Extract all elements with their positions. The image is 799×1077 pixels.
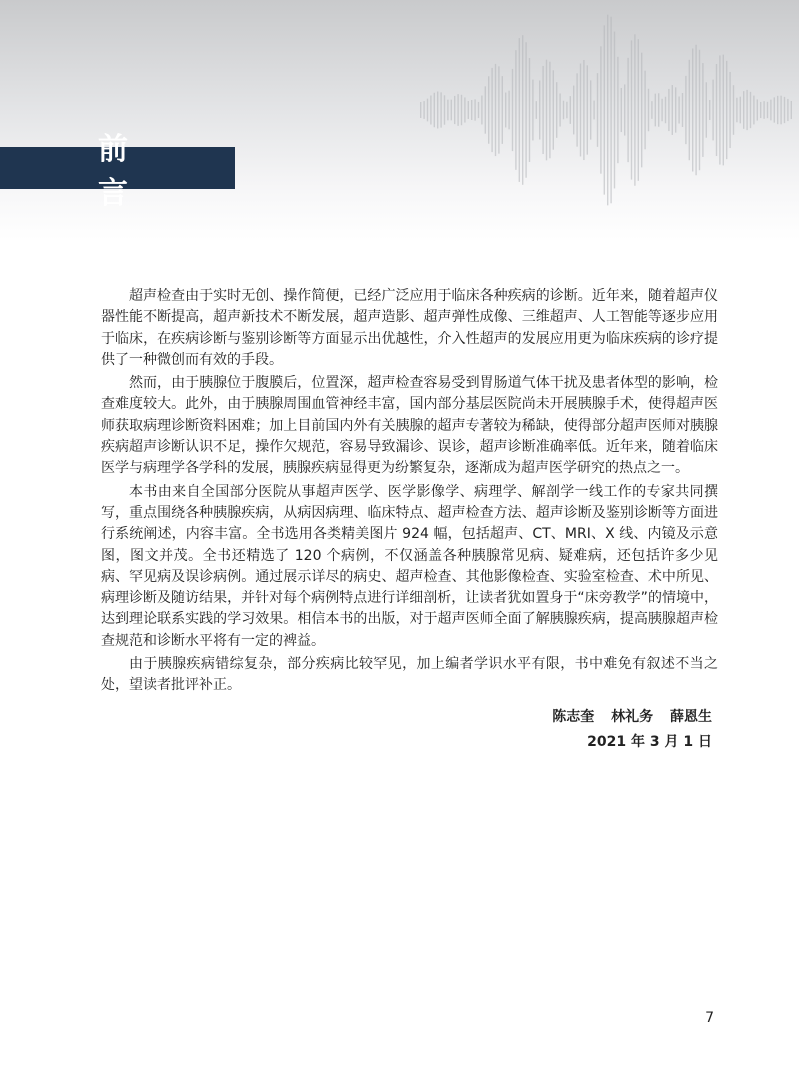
- wave-bar: [651, 101, 652, 119]
- wave-bar: [787, 99, 788, 121]
- wave-bar: [784, 97, 785, 123]
- wave-bar: [648, 89, 649, 132]
- wave-bar: [420, 102, 421, 118]
- wave-bar: [743, 91, 744, 129]
- wave-bar: [757, 99, 758, 120]
- wave-bar: [740, 97, 741, 124]
- wave-bar: [576, 73, 577, 146]
- wave-bar: [685, 76, 686, 144]
- wave-bar: [559, 93, 560, 126]
- wave-bar: [488, 76, 489, 143]
- wave-bar: [539, 80, 540, 139]
- wave-bar: [498, 66, 499, 153]
- wave-bar: [763, 101, 764, 119]
- wave-bar: [678, 96, 679, 123]
- preface-date: 2021 年 3 月 1 日: [587, 734, 712, 750]
- wave-bar: [542, 66, 543, 154]
- wave-bar: [464, 97, 465, 122]
- wave-bar: [644, 71, 645, 150]
- wave-bar: [658, 93, 659, 126]
- wave-bar: [434, 93, 435, 127]
- wave-bar: [634, 34, 635, 185]
- wave-bar: [423, 101, 424, 119]
- wave-bar: [723, 55, 724, 166]
- wave-bar: [447, 100, 448, 121]
- wave-bar: [580, 64, 581, 157]
- wave-bar: [440, 92, 441, 127]
- wave-bar: [468, 101, 469, 119]
- wave-bar: [481, 96, 482, 125]
- wave-bar: [791, 101, 792, 119]
- wave-bar: [617, 57, 618, 163]
- wave-bar: [607, 15, 608, 206]
- wave-bar: [753, 96, 754, 125]
- title-bar: [0, 132, 235, 211]
- wave-bar: [556, 82, 557, 138]
- wave-bar: [587, 65, 588, 154]
- wave-bar: [570, 96, 571, 124]
- wave-bar: [716, 64, 717, 156]
- wave-bar: [451, 100, 452, 121]
- wave-bar: [546, 60, 547, 161]
- wave-bar: [444, 95, 445, 124]
- wave-bar: [709, 100, 710, 120]
- wave-bar: [485, 86, 486, 133]
- wave-bar: [631, 40, 632, 179]
- wave-bar: [593, 101, 594, 120]
- wave-bar: [689, 60, 690, 160]
- wave-bar: [566, 102, 567, 119]
- paragraph-1: 超声检查由于实时无创、操作简便，已经广泛应用于临床各种疾病的诊断。近年来，随着超声仪器性能不断提高，超声新技术不断发展，超声造影、超声弹性成像、三维超声、人工智能等逐步应用于临床，在疾病诊断与鉴别诊断等方面显示出优越性，介入性超声的发展应用更为临床疾病的诊疗提供了一种微创而有效的手段。: [101, 288, 718, 368]
- wave-bar: [600, 46, 601, 173]
- wave-bar: [655, 94, 656, 127]
- wave-bar: [668, 89, 669, 131]
- wave-bar: [641, 53, 642, 168]
- wave-bar: [505, 93, 506, 128]
- wave-bar: [774, 97, 775, 122]
- wave-bar: [532, 80, 533, 141]
- wave-bar: [525, 42, 526, 178]
- wave-bar: [522, 35, 523, 185]
- wave-bar: [519, 38, 520, 182]
- page-number: 7: [705, 1010, 714, 1026]
- wave-bar: [770, 100, 771, 121]
- wave-bar: [471, 100, 472, 120]
- wave-bar: [430, 95, 431, 124]
- wave-bar: [736, 98, 737, 123]
- wave-bar: [780, 96, 781, 125]
- wave-bar: [699, 50, 700, 170]
- paragraph-2: 然而，由于胰腺位于腹膜后，位置深，超声检查容易受到胃肠道气体干扰及患者体型的影响，检查难度较大。此外，由于胰腺周围血管神经丰富，国内部分基层医院尚未开展胰腺手术，使得超声医师获取病理诊断资料困难；加上目前国内外有关胰腺的超声专著较为稀缺，使得部分超声医师对胰腺疾病超声诊断认识不足，操作欠规范，容易导致漏诊、误诊，超声诊断准确率低。近年来，随着临床医学与病理学各学科的发展，胰腺疾病显得更为纷繁复杂，逐渐成为超声医学研究的热点之一。: [101, 375, 718, 477]
- wave-bar: [777, 96, 778, 124]
- wave-bar: [610, 17, 611, 204]
- wave-bar: [474, 99, 475, 120]
- wave-bar: [733, 85, 734, 135]
- wave-bar: [512, 69, 513, 151]
- wave-bar: [549, 62, 550, 159]
- wave-bar: [461, 95, 462, 125]
- wave-bar: [675, 87, 676, 132]
- wave-bar: [750, 92, 751, 128]
- page-title: 前 言: [98, 132, 152, 211]
- wave-bar: [427, 99, 428, 122]
- wave-bar: [614, 32, 615, 189]
- wave-bar: [627, 58, 628, 162]
- paragraph-3: 本书由来自全国部分医院从事超声医学、医学影像学、病理学、解剖学一线工作的专家共同撰写，重点围绕各种胰腺疾病，从病因病理、临床特点、超声检查方法、超声诊断及鉴别诊断等方面进行系统阐述，内容丰富。全书选用各类精美图片 924 幅，包括超声、CT、MRI、X 线、内镜及示意图，图文并茂。全书还精选了 120 个病例，不仅涵盖各种胰腺常见病、疑难病，还包括许多少见病、罕见病及误诊病例。通过展示详尽的病史、超声检查、其他影像检查、实验室检查、术中所见、病理诊断及随访结果，并针对每个病例特点进行详细剖析，让读者犹如置身于“床旁教学”的情境中，达到理论联系实践的学习效果。相信本书的出版，对于超声医师全面了解胰腺疾病，提高胰腺超声检查规范和诊断水平将有一定的裨益。: [101, 483, 718, 649]
- wave-bar: [597, 73, 598, 147]
- paragraph-4: 由于胰腺疾病错综复杂，部分疾病比较罕见，加上编者学识水平有限，书中难免有叙述不当之处，望读者批评补正。: [101, 656, 718, 694]
- wave-bar: [621, 88, 622, 132]
- wave-bar: [638, 39, 639, 181]
- wave-bar: [495, 64, 496, 156]
- wave-bar: [682, 93, 683, 127]
- wave-bar: [491, 68, 492, 152]
- wave-bar: [553, 70, 554, 149]
- wave-bar: [457, 94, 458, 126]
- wave-bar: [672, 85, 673, 135]
- wave-bar: [454, 96, 455, 124]
- wave-bar: [665, 97, 666, 123]
- preface-body: [101, 286, 718, 699]
- wave-bar: [661, 99, 662, 121]
- wave-bar: [726, 61, 727, 159]
- wave-bar: [692, 48, 693, 171]
- wave-bar: [760, 102, 761, 118]
- wave-bar: [702, 63, 703, 157]
- wave-bar: [746, 90, 747, 130]
- wave-bar: [583, 60, 584, 160]
- wave-bar: [536, 101, 537, 119]
- wave-bar: [767, 102, 768, 118]
- wave-bar: [478, 102, 479, 118]
- wave-bar: [515, 50, 516, 170]
- wave-bar: [437, 92, 438, 129]
- wave-bar: [573, 86, 574, 135]
- wave-bar: [624, 84, 625, 135]
- wave-bar: [604, 25, 605, 194]
- wave-bar: [502, 76, 503, 144]
- wave-bar: [729, 72, 730, 148]
- author-names: 陈志奎 林礼务 薛恩生: [552, 709, 712, 725]
- wave-bar: [712, 80, 713, 141]
- wave-bar: [695, 45, 696, 176]
- wave-bar: [563, 101, 564, 120]
- wave-bar: [706, 82, 707, 137]
- wave-bar: [508, 91, 509, 130]
- wave-bar: [719, 55, 720, 164]
- wave-bar: [529, 58, 530, 162]
- wave-bar: [590, 80, 591, 139]
